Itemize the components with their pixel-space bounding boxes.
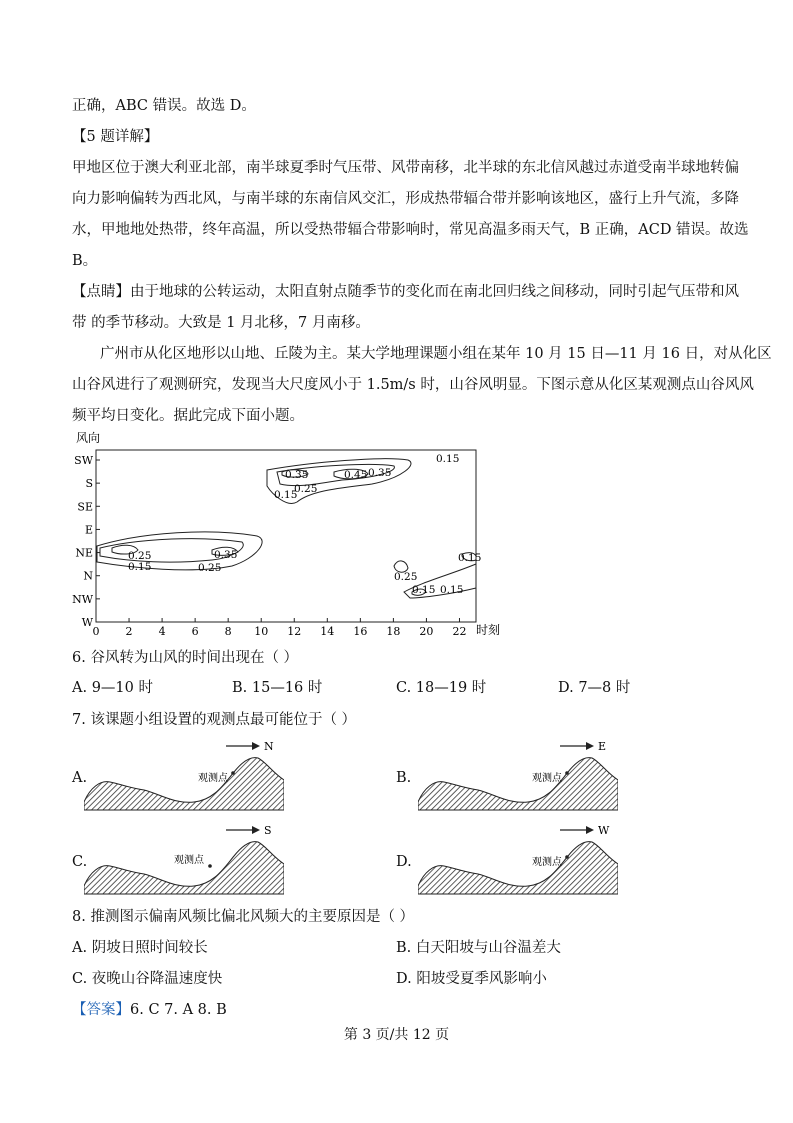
contour-labels [128,453,481,596]
paragraph-line: 正确，ABC 错误。故选 D。 [72,98,256,114]
x-ticks [93,618,467,638]
contour-label: 0.35 [368,467,392,479]
x-tick-label: 18 [386,625,401,638]
x-tick-label: 2 [125,625,133,638]
q7-option-a[interactable]: A. [72,770,88,786]
x-tick-label: 8 [224,625,232,638]
contour-label: 0.15 [412,584,436,596]
x-tick-label: 10 [254,625,269,638]
contour-label: 0.25 [294,483,318,495]
q7-figure-c [84,816,284,911]
contour-label: 0.15 [458,552,482,564]
paragraph-line: 山谷风进行了观测研究，发现当大尺度风小于 1.5m/s 时，山谷风明显。下图示意从化区某观测点山谷风风 [72,377,754,393]
y-tick-label: W [81,616,93,629]
y-tick-label: SE [77,500,93,514]
y-tick-label: SW [74,454,93,467]
q6-option-a[interactable]: A. 9—10 时 [72,680,153,696]
question-6-stem: 6. 谷风转为山风的时间出现在（ ） [72,650,299,666]
y-tick-label: NW [72,592,93,606]
svg-text:S: S [264,824,272,837]
svg-text:E: E [598,740,607,753]
y-axis-label: 风向 [76,431,101,445]
question-8-stem: 8. 推测图示偏南风频比偏北风频大的主要原因是（ ） [72,909,415,925]
answer-items: 6. C 7. A 8. B [130,1002,227,1018]
svg-text:观测点: 观测点 [174,855,204,866]
svg-text:W: W [598,824,610,837]
paragraph-line: 带 的季节移动。大致是 1 月北移，7 月南移。 [72,315,370,331]
paragraph-line: 向力影响偏转为西北风，与南半球的东南信风交汇，形成热带辐合带并影响该地区，盛行上升气流，多降 [72,191,739,207]
y-tick-label: N [83,569,93,583]
x-tick-label: 6 [191,625,199,638]
section-heading: 【5 题详解】 [72,129,159,145]
x-tick-label: 22 [452,625,467,638]
x-tick-label: 0 [92,625,100,638]
x-tick-label: 4 [158,625,166,638]
contour-label: 0.15 [440,584,464,596]
q7-option-b[interactable]: B. [396,770,412,786]
x-tick-label: 12 [287,625,302,638]
q7-option-c[interactable]: C. [72,854,88,870]
q7-option-d[interactable]: D. [396,854,412,870]
q8-option-a[interactable]: A. 阴坡日照时间较长 [72,940,208,956]
paragraph-line: B。 [72,253,98,269]
svg-text:N: N [264,740,274,753]
page-footer: 第 3 页/共 12 页 [343,1027,450,1043]
y-tick-label: NE [75,546,93,560]
answer-label: 【答案】 [72,1002,130,1018]
contour-label: 0.25 [198,562,222,574]
contour-label: 0.15 [274,489,298,501]
x-axis-label: 时刻 [476,623,501,637]
q8-option-c[interactable]: C. 夜晚山谷降温速度快 [72,971,223,987]
q6-option-b[interactable]: B. 15—16 时 [232,680,323,696]
contour-label: 0.35 [214,549,238,561]
q8-option-b[interactable]: B. 白天阳坡与山谷温差大 [396,940,561,956]
q6-option-c[interactable]: C. 18—19 时 [396,680,487,696]
svg-text:观测点: 观测点 [532,773,562,784]
y-tick-label: E [84,523,93,537]
wind-frequency-chart [72,428,502,640]
q7-figure-d [418,816,618,911]
paragraph-line: 【点睛】由于地球的公转运动，太阳直射点随季节的变化而在南北回归线之间移动，同时引起气压带和风 [72,284,739,300]
x-tick-label: 20 [419,625,434,638]
svg-text:观测点: 观测点 [198,773,228,784]
contour-label: 0.15 [128,561,152,573]
q7-figure-a [84,732,284,827]
q8-option-d[interactable]: D. 阳坡受夏季风影响小 [396,971,547,987]
question-7-stem: 7. 该课题小组设置的观测点最可能位于（ ） [72,712,357,728]
contour-label: 0.35 [285,469,309,481]
contour-label: 0.45 [344,469,368,481]
q6-option-d[interactable]: D. 7—8 时 [558,680,631,696]
contour-label: 0.15 [436,453,460,465]
paragraph-line: 甲地区位于澳大利亚北部，南半球夏季时气压带、风带南移，北半球的东北信风越过赤道受南半球地转偏 [72,160,739,176]
paragraph-line: 频平均日变化。据此完成下面小题。 [72,408,304,424]
x-tick-label: 14 [320,625,335,638]
q7-figure-b [418,732,618,827]
svg-text:观测点: 观测点 [532,857,562,868]
paragraph-line: 水，甲地地处热带，终年高温，所以受热带辐合带影响时，常见高温多雨天气，B 正确，ACD 错误。故选 [72,222,749,238]
answer-line [72,1000,227,1020]
x-tick-label: 16 [353,625,368,638]
y-tick-label: S [85,477,93,491]
contour-label: 0.25 [394,571,418,583]
contour-label: 0.25 [128,550,152,562]
paragraph-line: 广州市从化区地形以山地、丘陵为主。某大学地理课题小组在某年 10 月 15 日—11 月 16 日，对从化区 [100,346,772,362]
